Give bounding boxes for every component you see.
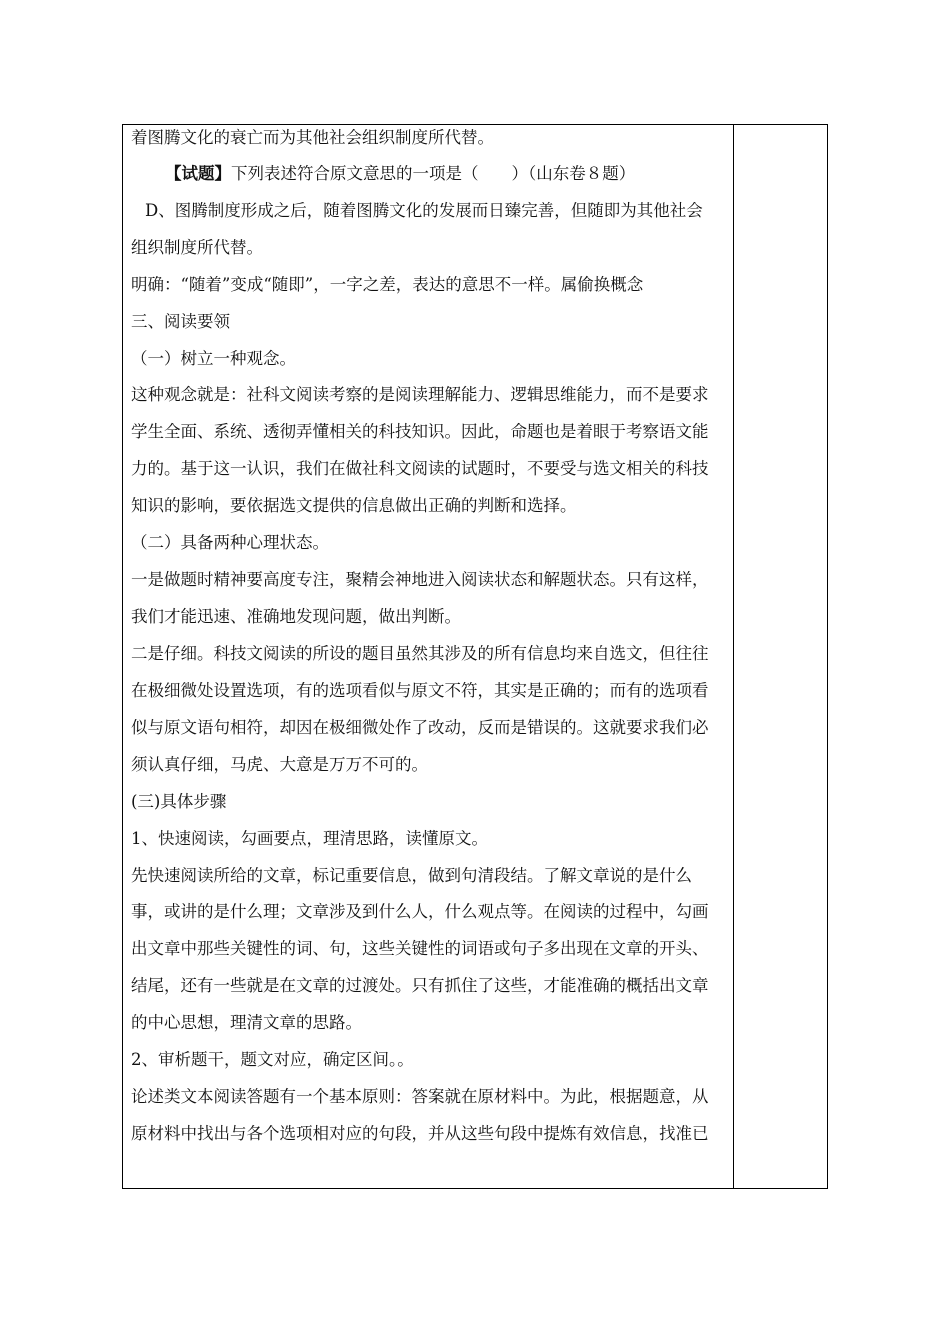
step-heading: 1、快速阅读，勾画要点，理清思路，读懂原文。 <box>131 829 488 848</box>
text-line: 学生全面、系统、透彻弄懂相关的科技知识。因此，命题也是着眼于考察语文能 <box>131 422 709 441</box>
text-line: 原材料中找出与各个选项相对应的句段，并从这些句段中提炼有效信息，找准已 <box>131 1124 709 1143</box>
text-line: 似与原文语句相符，却因在极细微处作了改动，反而是错误的。这就要求我们必 <box>131 718 709 737</box>
subsection-heading: （一）树立一种观念。 <box>131 349 296 368</box>
subsection-heading: （二）具备两种心理状态。 <box>131 533 329 552</box>
text-line: 知识的影响，要依据选文提供的信息做出正确的判断和选择。 <box>131 496 577 515</box>
text-line: 组织制度所代替。 <box>131 238 263 257</box>
question-text: 下列表述符合原文意思的一项是（ ）（山东卷８题） <box>231 164 636 183</box>
text-line: D、图腾制度形成之后，随着图腾文化的发展而日臻完善，但随即为其他社会 <box>145 201 703 220</box>
text-line: 结尾，还有一些就是在文章的过渡处。只有抓住了这些，才能准确的概括出文章 <box>131 976 709 995</box>
step-heading: 2、审析题干，题文对应，确定区间。。 <box>131 1050 414 1069</box>
content-table <box>122 124 828 1189</box>
column-divider <box>733 125 734 1188</box>
subsection-heading: (三)具体步骤 <box>131 792 227 811</box>
question-line <box>131 164 635 184</box>
text-line: 论述类文本阅读答题有一个基本原则：答案就在原材料中。为此，根据题意，从 <box>131 1087 709 1106</box>
text-line: 这种观念就是：社科文阅读考察的是阅读理解能力、逻辑思维能力，而不是要求 <box>131 385 709 404</box>
text-line: 事，或讲的是什么理；文章涉及到什么人，什么观点等。在阅读的过程中，勾画 <box>131 902 709 921</box>
text-line: 我们才能迅速、准确地发现问题，做出判断。 <box>131 607 461 626</box>
text-line: 先快速阅读所给的文章，标记重要信息，做到句清段结。了解文章说的是什么 <box>131 866 692 885</box>
text-line: 须认真仔细，马虎、大意是万万不可的。 <box>131 755 428 774</box>
text-line: 二是仔细。科技文阅读的所设的题目虽然其涉及的所有信息均来自选文，但往往 <box>131 644 709 663</box>
section-heading: 三、阅读要领 <box>131 312 230 331</box>
text-line: 的中心思想，理清文章的思路。 <box>131 1013 362 1032</box>
text-line: 明确：“随着”变成“随即”，一字之差，表达的意思不一样。属偷换概念 <box>131 275 644 294</box>
text-line: 一是做题时精神要高度专注，聚精会神地进入阅读状态和解题状态。只有这样， <box>131 570 709 589</box>
text-line: 着图腾文化的衰亡而为其他社会组织制度所代替。 <box>131 128 494 147</box>
question-tag: 【试题】 <box>165 164 231 183</box>
text-line: 出文章中那些关键性的词、句，这些关键性的词语或句子多出现在文章的开头、 <box>131 939 709 958</box>
text-line: 力的。基于这一认识，我们在做社科文阅读的试题时，不要受与选文相关的科技 <box>131 459 709 478</box>
text-line: 在极细微处设置选项，有的选项看似与原文不符，其实是正确的；而有的选项看 <box>131 681 709 700</box>
